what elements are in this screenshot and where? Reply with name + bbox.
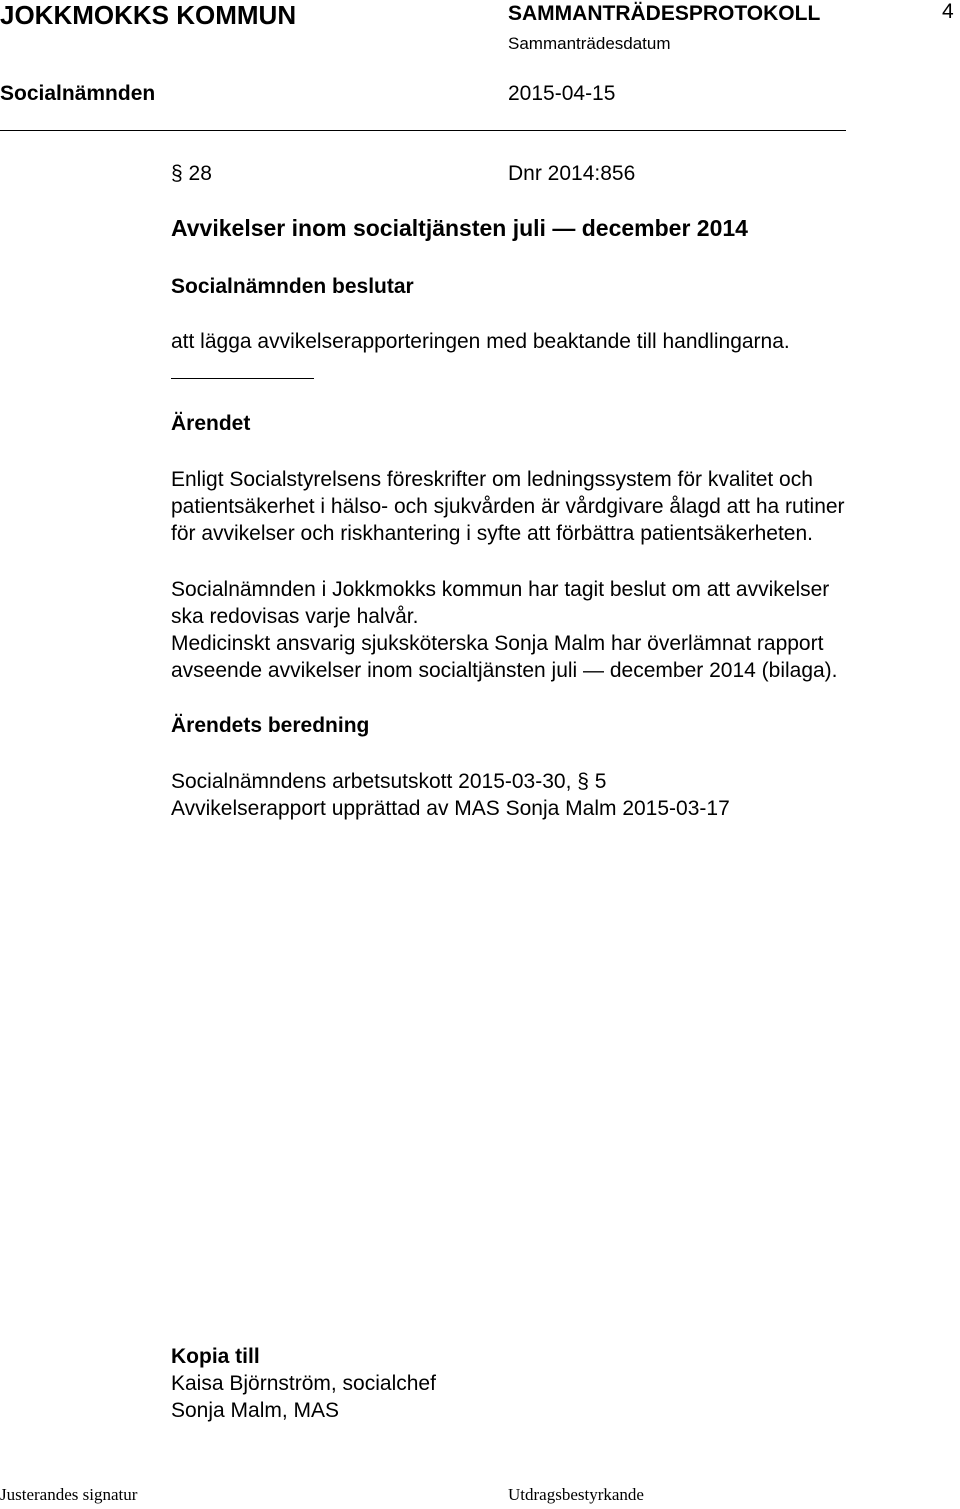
beredning-heading: Ärendets beredning xyxy=(171,714,370,737)
date-label: Sammanträdesdatum xyxy=(508,34,671,53)
footer-signature-label: Justerandes signatur xyxy=(0,1485,138,1504)
text-line: avseende avvikelser inom socialtjänsten juli — december 2014 (bilaga). xyxy=(171,659,838,682)
text-line: ska redovisas varje halvår. xyxy=(171,605,419,628)
document-type: SAMMANTRÄDESPROTOKOLL xyxy=(508,2,821,25)
item-number: 28 xyxy=(188,162,212,185)
text-line: Enligt Socialstyrelsens föreskrifter om ledningssystem för kvalitet och xyxy=(171,468,813,491)
arendet-paragraph-2 xyxy=(171,576,838,684)
body-name: Socialnämnden xyxy=(0,82,156,105)
text-line: Kaisa Björnström, socialchef xyxy=(171,1372,436,1395)
decision-rule xyxy=(171,378,314,379)
text-line: för avvikelser och riskhantering i syfte att förbättra patientsäkerheten. xyxy=(171,522,813,545)
paragraph-sign: § xyxy=(171,162,183,185)
arendet-heading: Ärendet xyxy=(171,412,251,435)
footer-extract-label: Utdragsbestyrkande xyxy=(508,1485,644,1504)
kopia-list xyxy=(171,1370,436,1424)
header-rule xyxy=(0,130,846,131)
text-line: Avvikelserapport upprättad av MAS Sonja Malm 2015-03-17 xyxy=(171,797,730,820)
text-line: Sonja Malm, MAS xyxy=(171,1399,340,1422)
kopia-heading: Kopia till xyxy=(171,1345,260,1368)
meeting-date: 2015-04-15 xyxy=(508,82,616,105)
decision-heading: Socialnämnden beslutar xyxy=(171,275,414,298)
beredning-list xyxy=(171,768,730,822)
org-name: JOKKMOKKS KOMMUN xyxy=(0,0,297,30)
arendet-paragraph-1 xyxy=(171,466,845,547)
text-line: Medicinskt ansvarig sjuksköterska Sonja Malm har överlämnat rapport xyxy=(171,632,824,655)
text-line: Socialnämndens arbetsutskott 2015-03-30, § 5 xyxy=(171,770,607,793)
item-title: Avvikelser inom socialtjänsten juli — december 2014 xyxy=(171,215,748,241)
page-number: 4 xyxy=(942,0,954,23)
paragraph-number xyxy=(171,160,212,187)
dnr: Dnr 2014:856 xyxy=(508,162,636,185)
text-line: Socialnämnden i Jokkmokks kommun har tagit beslut om att avvikelser xyxy=(171,578,830,601)
decision-text: att lägga avvikelserapporteringen med beaktande till handlingarna. xyxy=(171,330,790,353)
text-line: patientsäkerhet i hälso- och sjukvården är vårdgivare ålagd att ha rutiner xyxy=(171,495,845,518)
